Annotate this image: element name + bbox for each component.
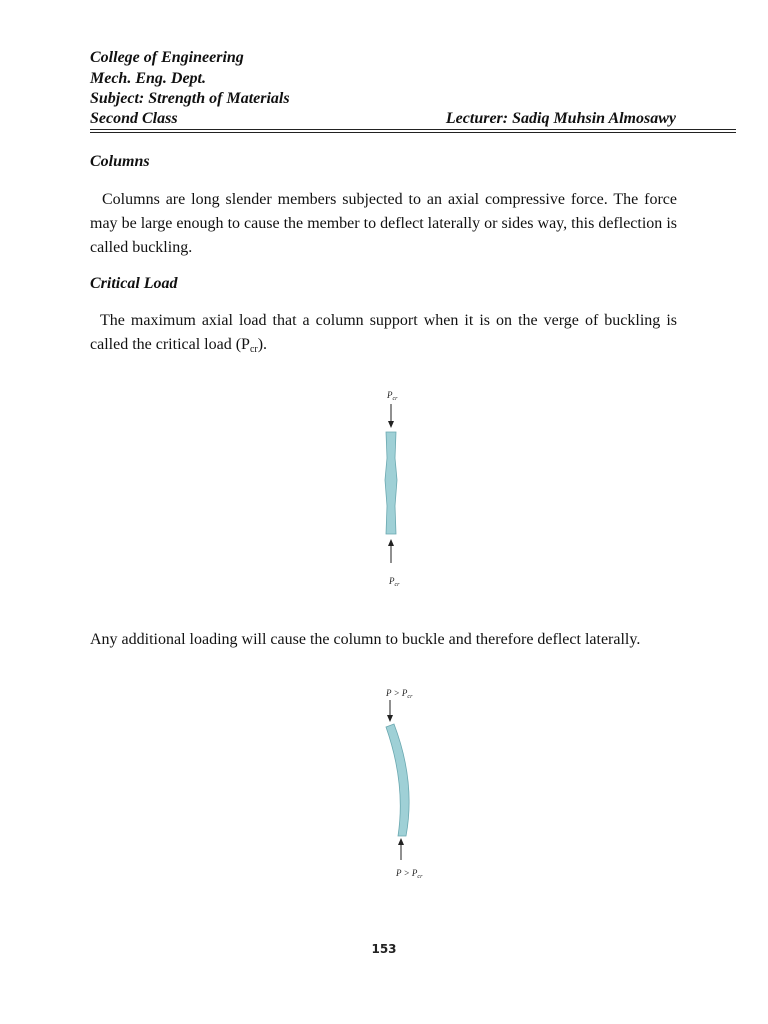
critical-text-main: The maximum axial load that a column support when it is on the verge of buckling is called the critical load (P	[90, 312, 677, 353]
fig2-column-body	[386, 724, 409, 836]
header-subject: Subject: Strength of Materials	[90, 90, 290, 107]
straight-column-diagram	[374, 368, 408, 596]
critical-load-figure	[374, 368, 408, 596]
columns-paragraph: Columns are long slender members subjected to an axial compressive force. The force may be large enough to cause the member to deflect laterally or sides way, this deflection is called buckling.	[90, 191, 677, 256]
header-college: College of Engineering	[90, 49, 244, 66]
header-rule-top	[90, 129, 736, 130]
critical-load-heading: Critical Load	[90, 275, 178, 292]
fig1-bottom-arrowhead	[388, 539, 394, 546]
critical-load-paragraph	[90, 309, 677, 357]
buckled-column-diagram	[364, 672, 448, 920]
fig2-top-arrowhead	[387, 715, 393, 722]
header-dept: Mech. Eng. Dept.	[90, 70, 206, 87]
columns-heading: Columns	[90, 153, 150, 170]
critical-text-subscript: cr	[249, 344, 258, 355]
page-number: 153	[371, 942, 397, 956]
fig1-top-label: $P_{cr}$	[387, 390, 398, 402]
fig2-bottom-arrowhead	[398, 838, 404, 845]
fig2-bottom-label: $P > P_{cr}$	[396, 868, 423, 880]
fig1-bottom-label: $P_{cr}$	[389, 576, 400, 588]
header-rule-bottom	[90, 132, 736, 133]
critical-text-end: ).	[257, 336, 268, 353]
fig1-column-body	[385, 432, 397, 534]
fig1-top-arrowhead	[388, 421, 394, 428]
header-lecturer: Lecturer: Sadiq Muhsin Almosawy	[445, 110, 676, 127]
header-class: Second Class	[90, 110, 178, 127]
buckled-column-figure	[364, 672, 448, 920]
additional-loading-paragraph: Any additional loading will cause the column to buckle and therefore deflect laterally.	[90, 631, 641, 648]
fig2-top-label: $P > P_{cr}$	[386, 688, 413, 700]
